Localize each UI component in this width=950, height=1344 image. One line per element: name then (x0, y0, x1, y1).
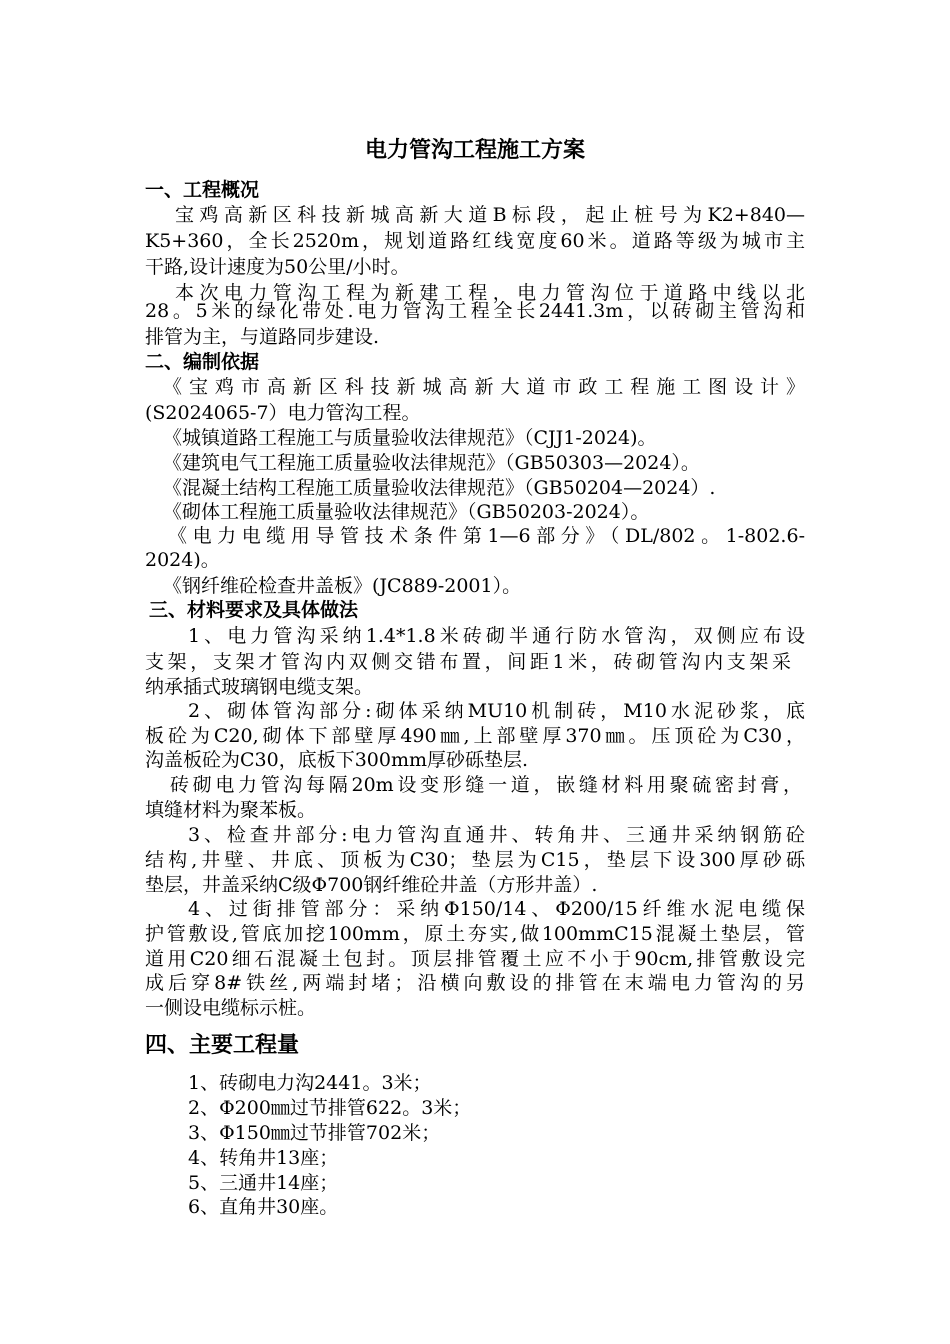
paragraph-line: 2、砌体管沟部分:砌体采纳MU10机制砖，M10水泥砂浆，底 (188, 700, 805, 722)
document-title: 电力管沟工程施工方案 (364, 138, 585, 163)
paragraph-line: 护管敷设,管底加挖100mm，原土夯实,做100mmC15混凝土垫层，管 (145, 923, 805, 945)
paragraph-line: K5+360，全长2520m，规划道路红线宽度60米。道路等级为城市主 (145, 230, 805, 252)
paragraph-line: 《宝鸡市高新区科技新城高新大道市政工程施工图设计》 (163, 376, 805, 398)
paragraph-line: 《电力电缆用导管技术条件第1—6部分》（DL/802。1-802.6- (168, 525, 805, 547)
list-item: 1、砖砌电力沟2441。3米； (188, 1072, 432, 1094)
list-item: 3、Φ150㎜过节排管702米； (188, 1122, 441, 1144)
paragraph-line: 垫层，井盖采纳C级Φ700钢纤维砼井盖（方形井盖）. (145, 874, 598, 896)
paragraph-line: 干路,设计速度为50公里/小时。 (145, 256, 410, 278)
paragraph-line: 板砼为C20,砌体下部壁厚490㎜,上部壁厚370㎜。压顶砼为C30， (145, 725, 805, 747)
list-item: 2、Φ200㎜过节排管622。3米； (188, 1097, 472, 1119)
paragraph-line: 支架，支架才管沟内双侧交错布置，间距1米，砖砌管沟内支架采 (145, 651, 791, 673)
paragraph-line: 《混凝土结构工程施工质量验收法律规范》（GB50204—2024）. (163, 477, 716, 499)
paragraph-line: 填缝材料为聚苯板。 (145, 799, 317, 821)
list-item: 6、直角井30座。 (188, 1196, 339, 1218)
section-heading-materials: 三、材料要求及具体做法 (149, 599, 359, 621)
list-item: 4、转角井13座； (188, 1147, 339, 1169)
paragraph-line: 《砌体工程施工质量验收法律规范》（GB50203-2024）。 (163, 501, 650, 523)
section-heading-quantities: 四、主要工程量 (145, 1033, 300, 1058)
paragraph-line: 《建筑电气工程施工质量验收法律规范》（GB50303—2024）。 (163, 452, 700, 474)
paragraph-line: (S2024065-7）电力管沟工程。 (145, 402, 421, 424)
paragraph-line: 砖砌电力管沟每隔20m设变形缝一道，嵌缝材料用聚硫密封膏， (170, 774, 802, 796)
paragraph-line: 道用C20细石混凝土包封。顶层排管覆土应不小于90cm,排管敷设完 (145, 948, 805, 970)
paragraph-line: 1、电力管沟采纳1.4*1.8米砖砌半通行防水管沟，双侧应布设 (188, 625, 805, 647)
paragraph-line: 排管为主，与道路同步建设. (145, 326, 380, 348)
paragraph-line: 《城镇道路工程施工与质量验收法律规范》（CJJ1-2024)。 (163, 427, 657, 449)
paragraph-line: 3、检查井部分:电力管沟直通井、转角井、三通井采纳钢筋砼 (188, 824, 805, 846)
paragraph-line: 纳承插式玻璃钢电缆支架。 (145, 676, 374, 698)
section-heading-overview: 一、工程概况 (145, 179, 260, 201)
paragraph-line: 4、过街排管部分：采纳Φ150/14、Φ200/15纤维水泥电缆保 (188, 898, 805, 920)
paragraph-line: 《钢纤维砼检查井盖板》(JC889-2001）。 (163, 575, 522, 597)
paragraph-line: 成后穿8#铁丝,两端封堵；沿横向敷设的排管在末端电力管沟的另 (145, 972, 805, 994)
paragraph-line: 结构,井壁、井底、顶板为C30；垫层为C15，垫层下设300厚砂砾 (145, 849, 805, 871)
section-heading-basis: 二、编制依据 (145, 351, 260, 373)
paragraph-line: 宝鸡高新区科技新城高新大道B标段，起止桩号为K2+840— (175, 204, 805, 226)
paragraph-line: 28。5米的绿化带处.电力管沟工程全长2441.3m，以砖砌主管沟和 (145, 300, 805, 322)
paragraph-line: 本次电力管沟工程为新建工程，电力管沟位于道路中线以北 (175, 282, 805, 304)
paragraph-line: 2024)。 (145, 549, 220, 571)
paragraph-line: 一侧设电缆标示桩。 (145, 997, 317, 1019)
paragraph-line: 沟盖板砼为C30，底板下300mm厚砂砾垫层. (145, 749, 529, 771)
list-item: 5、三通井14座； (188, 1172, 339, 1194)
